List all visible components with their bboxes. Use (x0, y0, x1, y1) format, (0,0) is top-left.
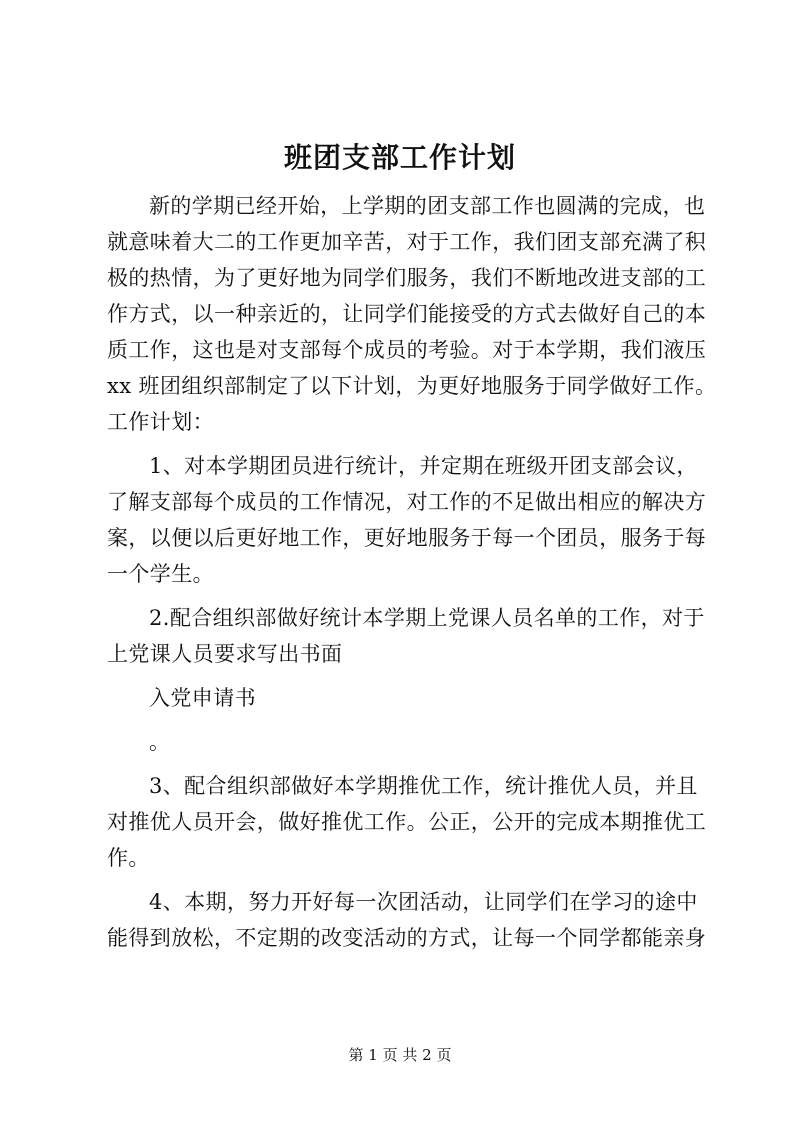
text-line: 入党申请书 (149, 686, 256, 710)
text-line: 工作计划： (107, 410, 214, 434)
text-line: 新的学期已经开始，上学期的团支部工作也圆满的完成，也 (149, 194, 706, 218)
text-line: 上党课人员要求写出书面 (107, 642, 343, 666)
text-line: 作方式，以一种亲近的，让同学们能接受的方式去做好自己的本 (107, 302, 707, 326)
text-line: 就意味着大二的工作更加辛苦，对于工作，我们团支部充满了积 (107, 230, 707, 254)
document-body (107, 188, 717, 956)
text-line: 一个学生。 (107, 562, 214, 586)
paragraph-period (107, 724, 707, 760)
text-line: 作。 (107, 846, 150, 870)
paragraph-application-letter (107, 680, 707, 716)
paragraph-item-1 (107, 448, 707, 592)
text-line: xx 班团组织部制定了以下计划，为更好地服务于同学做好工作。 (107, 374, 717, 398)
document-title: 班团支部工作计划 (283, 141, 516, 174)
text-line: 质工作，这也是对支部每个成员的考验。对于本学期，我们液压 (107, 338, 707, 362)
text-line: 。 (149, 730, 171, 754)
page-footer: 第 1 页 共 2 页 (348, 1046, 452, 1064)
paragraph-item-2 (107, 600, 707, 672)
text-line: 3、配合组织部做好本学期推优工作，统计推优人员，并且 (149, 774, 698, 798)
text-line: 2.配合组织部做好统计本学期上党课人员名单的工作，对于 (149, 606, 705, 630)
text-line: 能得到放松，不定期的改变活动的方式，让每一个同学都能亲身 (107, 926, 707, 950)
text-line: 了解支部每个成员的工作情况，对工作的不足做出相应的解决方 (107, 490, 707, 514)
paragraph-item-3 (107, 768, 707, 876)
paragraph-item-4 (107, 884, 707, 956)
text-line: 案，以便以后更好地工作，更好地服务于每一个团员，服务于每 (107, 526, 707, 550)
text-line: 极的热情，为了更好地为同学们服务，我们不断地改进支部的工 (107, 266, 707, 290)
text-line: 对推优人员开会，做好推优工作。公正，公开的完成本期推优工 (107, 810, 707, 834)
text-line: 4、本期，努力开好每一次团活动，让同学们在学习的途中 (149, 890, 698, 914)
paragraph-intro (107, 188, 717, 440)
text-line: 1、对本学期团员进行统计，并定期在班级开团支部会议， (149, 454, 698, 478)
